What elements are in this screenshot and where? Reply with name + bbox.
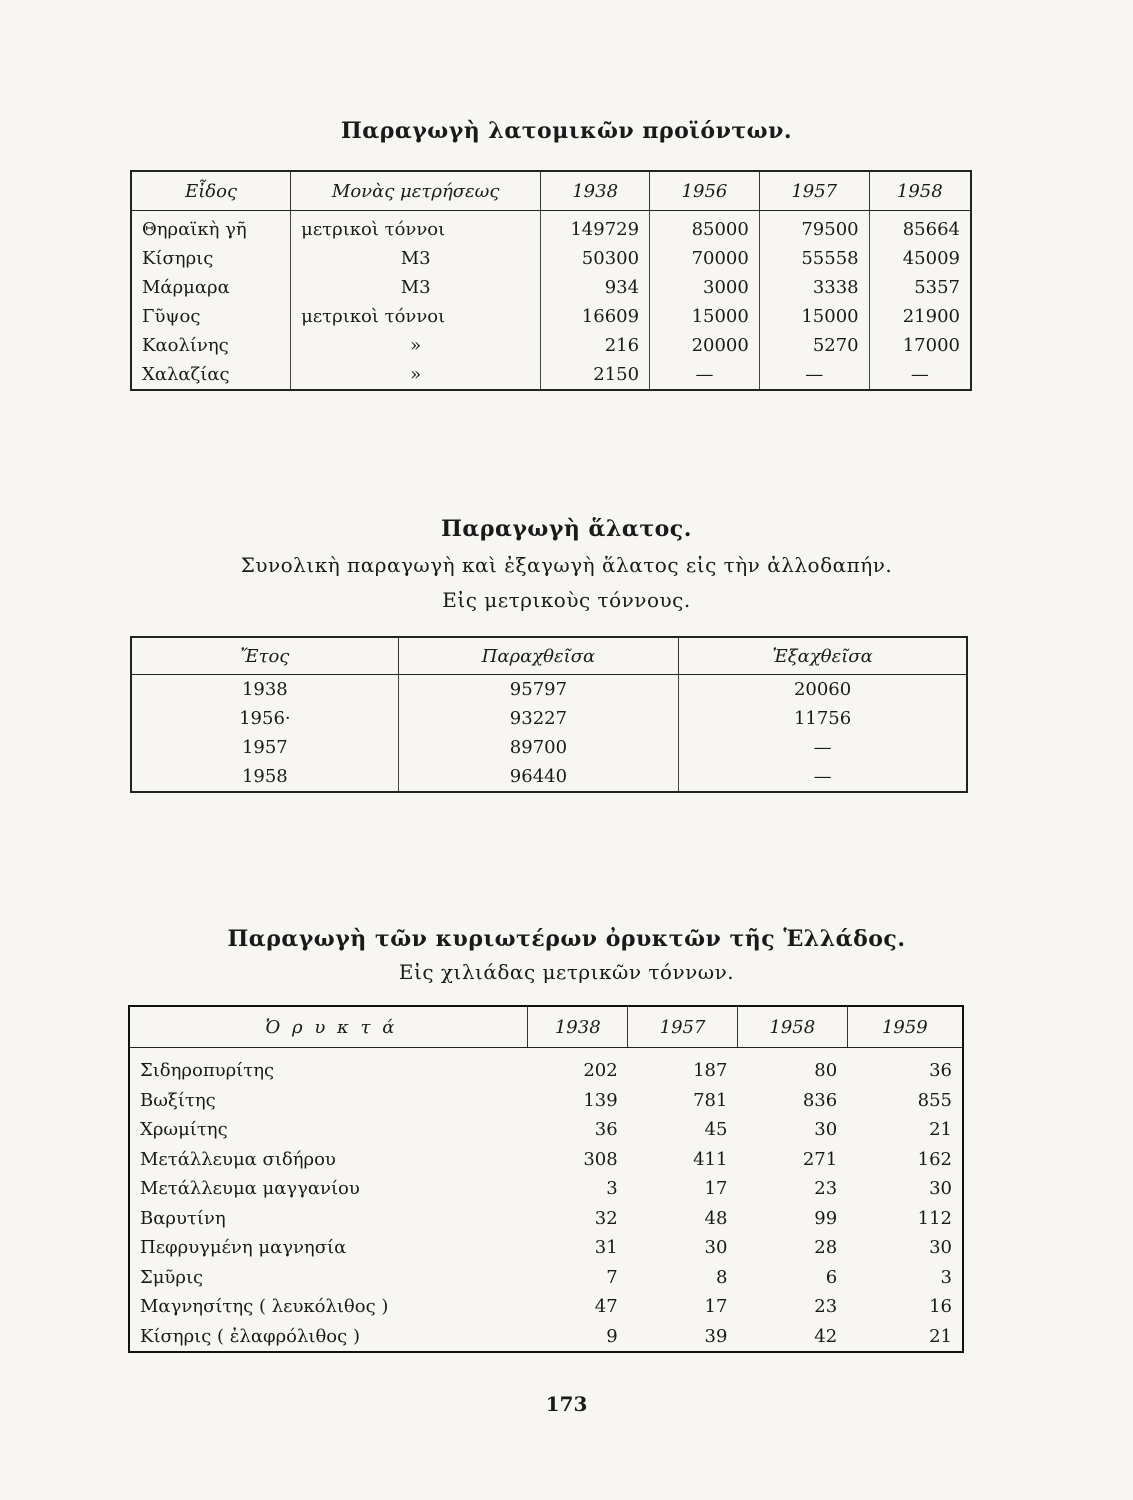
table-row xyxy=(129,1263,963,1293)
table-cell: 7 xyxy=(606,1266,618,1288)
table-cell: Πεφρυγμένη μαγνησία xyxy=(140,1237,347,1258)
table-cell: 139 xyxy=(583,1089,618,1111)
table-cell: 855 xyxy=(917,1089,952,1111)
table-row xyxy=(131,704,967,733)
table-cell: 95797 xyxy=(398,675,678,705)
table-cell: 15000 xyxy=(759,302,869,331)
table-cell: » xyxy=(291,331,541,360)
table-cell: M3 xyxy=(291,273,541,302)
table-cell: Γῦψος xyxy=(142,306,201,327)
column-header: 1938 xyxy=(528,1006,628,1048)
table-cell: 36 xyxy=(594,1119,618,1140)
table-row xyxy=(131,762,967,792)
table-cell: 55558 xyxy=(759,244,869,273)
column-header: 1957 xyxy=(628,1006,738,1048)
table-cell: 31 xyxy=(594,1237,618,1258)
table-cell: Βαρυτίνη xyxy=(140,1207,226,1229)
table-cell: 36 xyxy=(929,1060,952,1081)
table-cell: 8 xyxy=(715,1266,728,1288)
table-cell: 20000 xyxy=(650,331,760,360)
table-cell: 1957 xyxy=(241,737,288,758)
table-row xyxy=(129,1086,963,1116)
table-row xyxy=(131,733,967,762)
table-cell: Μαγνησίτης ( λευκόλιθος ) xyxy=(140,1296,389,1317)
table-cell: 934 xyxy=(541,273,650,302)
table-cell: Κίσηρις ( ἐλαφρόλιθος ) xyxy=(140,1325,360,1347)
table-cell: 1956· xyxy=(239,708,291,729)
table-row xyxy=(131,675,967,705)
table-cell: 16609 xyxy=(541,302,650,331)
table-row xyxy=(131,211,971,245)
table-cell: 202 xyxy=(583,1060,618,1081)
table-cell: 3 xyxy=(940,1266,952,1288)
table-row xyxy=(129,1048,963,1086)
column-header: Εἶδος xyxy=(131,171,291,211)
column-header: 1957 xyxy=(759,171,869,211)
table-row xyxy=(129,1115,963,1145)
table-cell: » xyxy=(291,360,541,390)
table-row xyxy=(129,1145,963,1175)
column-header: Παραχθεῖσα xyxy=(398,637,678,675)
table-cell: 85664 xyxy=(869,211,971,245)
column-header: 1956 xyxy=(650,171,760,211)
table-cell: Μετάλλευμα σιδήρου xyxy=(140,1148,336,1170)
table-cell: 149729 xyxy=(541,211,650,245)
table-cell: 11756 xyxy=(679,704,967,733)
table-cell: 45 xyxy=(704,1119,728,1140)
table-cell: — xyxy=(679,762,967,792)
table-cell: 39 xyxy=(704,1325,728,1347)
table-cell: — xyxy=(650,360,760,390)
table3-title: Παραγωγὴ τῶν κυριωτέρων ὀρυκτῶν τῆς Ἑλλάδος. xyxy=(227,926,906,952)
table2-title: Παραγωγὴ ἅλατος. xyxy=(441,516,692,542)
table-cell: 216 xyxy=(541,331,650,360)
table-cell: 79500 xyxy=(759,211,869,245)
table-cell: 3000 xyxy=(650,273,760,302)
table-cell: M3 xyxy=(291,244,541,273)
page-number: 173 xyxy=(545,1392,588,1416)
table-row xyxy=(131,302,971,331)
table-cell: Θηραϊκὴ γῆ xyxy=(142,219,247,240)
table-cell: Χαλαζίας xyxy=(142,364,230,385)
table-cell: 80 xyxy=(814,1060,838,1081)
table-cell: 30 xyxy=(704,1237,728,1258)
table-cell: Χρωμίτης xyxy=(140,1119,228,1140)
table-cell: 89700 xyxy=(398,733,678,762)
table-cell: μετρικοὶ τόννοι xyxy=(291,302,541,331)
table-cell: μετρικοὶ τόννοι xyxy=(291,211,541,245)
table-row xyxy=(131,273,971,302)
table-cell: 17 xyxy=(704,1296,728,1317)
table-cell: 5270 xyxy=(759,331,869,360)
table-cell: 187 xyxy=(693,1060,728,1081)
table-cell: 15000 xyxy=(650,302,760,331)
table-cell: 96440 xyxy=(398,762,678,792)
table-row xyxy=(131,331,971,360)
table-cell: 93227 xyxy=(398,704,678,733)
table-cell: 162 xyxy=(917,1148,952,1170)
table-cell: 21 xyxy=(929,1325,952,1347)
table-cell: 2150 xyxy=(541,360,650,390)
table-cell: 17 xyxy=(704,1178,728,1199)
table-cell: 42 xyxy=(814,1325,838,1347)
table-cell: — xyxy=(869,360,971,390)
table-cell: 271 xyxy=(802,1148,838,1170)
table-cell: 32 xyxy=(594,1207,618,1229)
table-cell: 30 xyxy=(929,1178,952,1199)
column-header: 1958 xyxy=(869,171,971,211)
table-cell: 30 xyxy=(929,1237,952,1258)
table-row xyxy=(131,244,971,273)
table-cell: 5357 xyxy=(869,273,971,302)
table-cell: 9 xyxy=(606,1325,618,1347)
table-cell: 17000 xyxy=(869,331,971,360)
table-cell: 70000 xyxy=(650,244,760,273)
column-header: Ἔτος xyxy=(131,637,398,675)
table-cell: 50300 xyxy=(541,244,650,273)
table-cell: — xyxy=(679,733,967,762)
table-cell: 21 xyxy=(929,1119,952,1140)
table-cell: Κίσηρις xyxy=(142,248,214,269)
table-cell: Καολίνης xyxy=(142,335,229,356)
table2-unit: Εἰς μετρικοὺς τόννους. xyxy=(442,588,691,612)
table-cell: 23 xyxy=(814,1178,838,1199)
table-row xyxy=(129,1174,963,1204)
table-cell: 836 xyxy=(802,1089,838,1111)
table2-subtitle: Συνολικὴ παραγωγὴ καὶ ἐξαγωγὴ ἅλατος εἰς τὴν ἀλλοδαπήν. xyxy=(240,553,893,577)
minerals-production-table xyxy=(128,1005,964,1353)
column-header: 1958 xyxy=(737,1006,847,1048)
table-cell: 411 xyxy=(693,1148,728,1170)
column-header: 1938 xyxy=(541,171,650,211)
salt-production-table xyxy=(130,636,968,793)
column-header: Ὀ ρ υ κ τ ά xyxy=(129,1006,528,1048)
table-cell: 308 xyxy=(583,1148,618,1170)
column-header: Ἐξαχθεῖσα xyxy=(679,637,967,675)
table-cell: 21900 xyxy=(869,302,971,331)
table-cell: Σμῦρις xyxy=(140,1266,204,1288)
table-cell: — xyxy=(759,360,869,390)
column-header: 1959 xyxy=(847,1006,963,1048)
table-cell: 28 xyxy=(814,1237,838,1258)
table-row xyxy=(129,1204,963,1234)
table-cell: 23 xyxy=(814,1296,838,1317)
table-row xyxy=(129,1292,963,1322)
table-cell: Μετάλλευμα μαγγανίου xyxy=(140,1178,360,1199)
table-cell: 20060 xyxy=(679,675,967,705)
table-cell: 3338 xyxy=(759,273,869,302)
table-cell: 99 xyxy=(814,1207,838,1229)
table-cell: 45009 xyxy=(869,244,971,273)
table-row xyxy=(131,360,971,390)
table-cell: Μάρμαρα xyxy=(142,277,230,298)
table-cell: 781 xyxy=(693,1089,728,1111)
table-cell: 112 xyxy=(917,1207,952,1229)
table-cell: 85000 xyxy=(650,211,760,245)
table-cell: 47 xyxy=(594,1296,618,1317)
quarry-products-table xyxy=(130,170,972,391)
table-cell: 1938 xyxy=(241,679,288,700)
table-row xyxy=(129,1233,963,1263)
table-cell: 6 xyxy=(825,1266,838,1288)
table1-title: Παραγωγὴ λατομικῶν προϊόντων. xyxy=(340,118,793,144)
table-cell: 16 xyxy=(929,1296,952,1317)
table-cell: Βωξίτης xyxy=(140,1089,216,1111)
table-cell: 3 xyxy=(606,1178,618,1199)
table-cell: Σιδηροπυρίτης xyxy=(140,1060,275,1081)
column-header: Μονὰς μετρήσεως xyxy=(291,171,541,211)
table-cell: 1958 xyxy=(241,766,288,787)
table-cell: 30 xyxy=(814,1119,838,1140)
table-cell: 48 xyxy=(704,1207,728,1229)
table3-subtitle: Εἰς χιλιάδας μετρικῶν τόννων. xyxy=(398,960,735,984)
table-row xyxy=(129,1322,963,1353)
